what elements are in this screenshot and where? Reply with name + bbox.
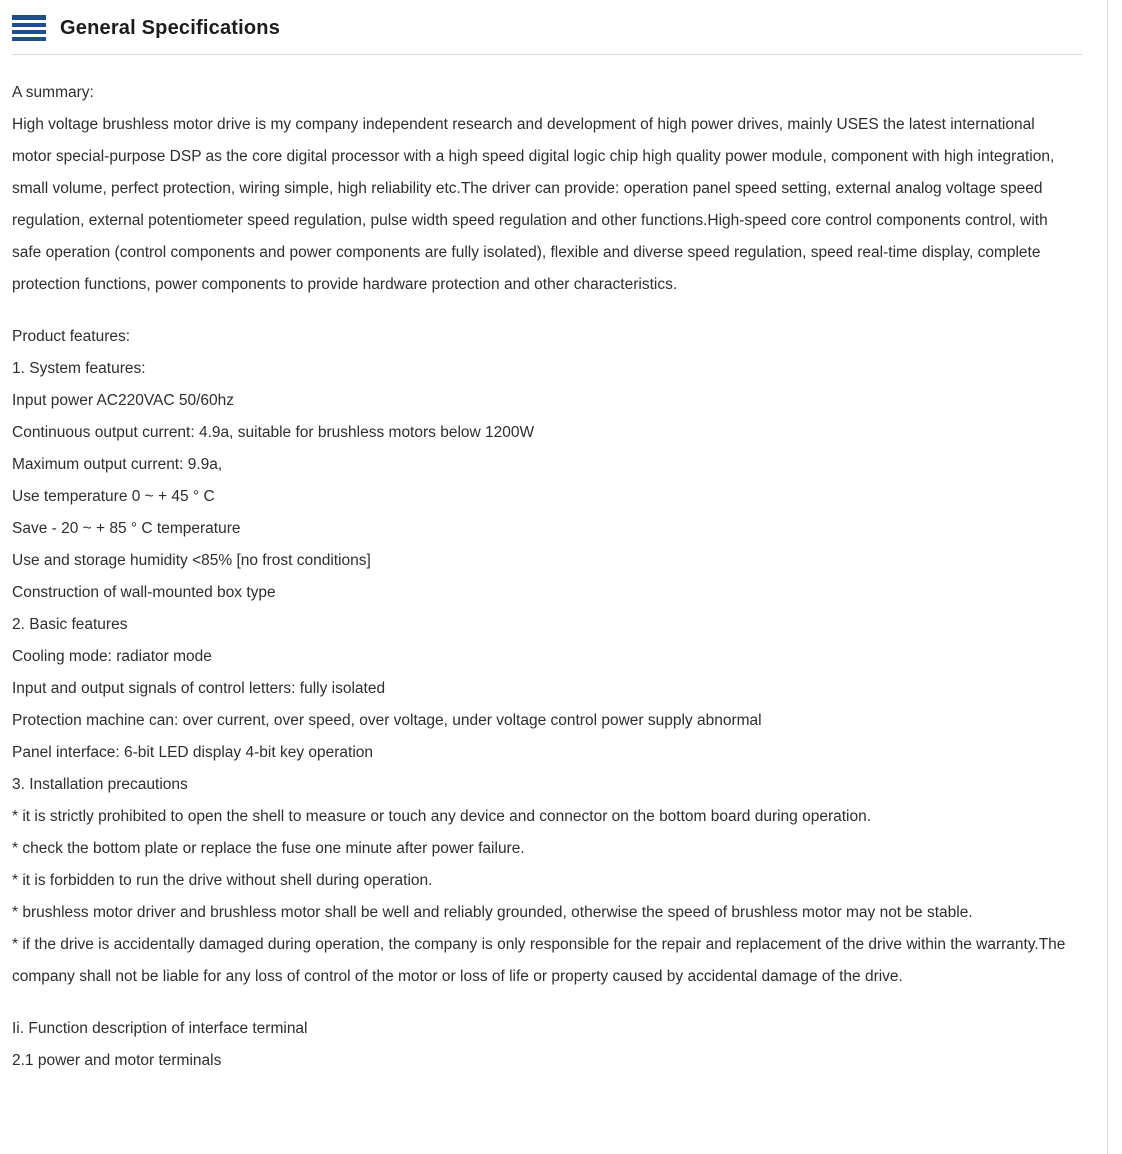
list-item: Input and output signals of control letters: fully isolated — [12, 680, 386, 697]
list-item: * check the bottom plate or replace the fuse one minute after power failure. — [12, 840, 525, 857]
summary-paragraph: High voltage brushless motor drive is my company independent research and development of high power drives, mainly USES the latest international motor special-purpose DSP as the core digital processor with a high speed digital logic chip high quality power module, component with high integration, small volume, perfect protection, wiring simple, high reliability etc.The driver can provide: operation panel speed setting, external analog voltage speed regulation, external potentiometer speed regulation, pulse width speed regulation and other functions.High-speed core control components control, with safe operation (control components and power components are fully isolated), flexible and diverse speed regulation, speed real-time display, complete protection functions, power components to provide hardware protection and other characteristics. — [12, 116, 1055, 293]
specifications-body — [12, 55, 1068, 1077]
list-item: Continuous output current: 4.9a, suitable for brushless motors below 1200W — [12, 424, 535, 441]
interface-section-heading: Ii. Function description of interface terminal — [12, 1020, 308, 1037]
list-item: Use and storage humidity <85% [no frost conditions] — [12, 552, 371, 569]
list-lines-icon — [12, 14, 46, 42]
interface-subsection-heading: 2.1 power and motor terminals — [12, 1052, 222, 1069]
list-item: Input power AC220VAC 50/60hz — [12, 392, 235, 409]
list-item: Construction of wall-mounted box type — [12, 584, 276, 601]
list-item: Panel interface: 6-bit LED display 4-bit key operation — [12, 744, 374, 761]
paragraph-gap — [12, 993, 1068, 1013]
paragraph-gap — [12, 301, 1068, 321]
list-item: * it is strictly prohibited to open the shell to measure or touch any device and connector on the bottom board during operation. — [12, 808, 872, 825]
vertical-scrollbar[interactable] — [1107, 0, 1122, 1154]
list-item: Protection machine can: over current, over speed, over voltage, under voltage control power supply abnormal — [12, 712, 762, 729]
warranty-paragraph: * if the drive is accidentally damaged during operation, the company is only responsible for the repair and replacement of the drive within the warranty.The company shall not be liable for any loss of control of the motor or loss of life or property caused by accidental damage of the drive. — [12, 936, 1066, 985]
list-item: 2. Basic features — [12, 616, 128, 633]
page-title: General Specifications — [60, 16, 281, 39]
list-item: 1. System features: — [12, 360, 146, 377]
list-item: Save - 20 ~ + 85 ° C temperature — [12, 520, 241, 537]
list-item: 3. Installation precautions — [12, 776, 188, 793]
summary-label: A summary: — [12, 84, 94, 101]
list-item: * brushless motor driver and brushless motor shall be well and reliably grounded, otherwise the speed of brushless motor may not be stable. — [12, 904, 973, 921]
list-item: * it is forbidden to run the drive without shell during operation. — [12, 872, 433, 889]
list-item: Cooling mode: radiator mode — [12, 648, 212, 665]
list-item: Maximum output current: 9.9a, — [12, 456, 223, 473]
list-item: Use temperature 0 ~ + 45 ° C — [12, 488, 215, 505]
product-features-label: Product features: — [12, 328, 131, 345]
scrollbar-thumb[interactable] — [1109, 0, 1121, 640]
section-header — [12, 0, 1068, 54]
